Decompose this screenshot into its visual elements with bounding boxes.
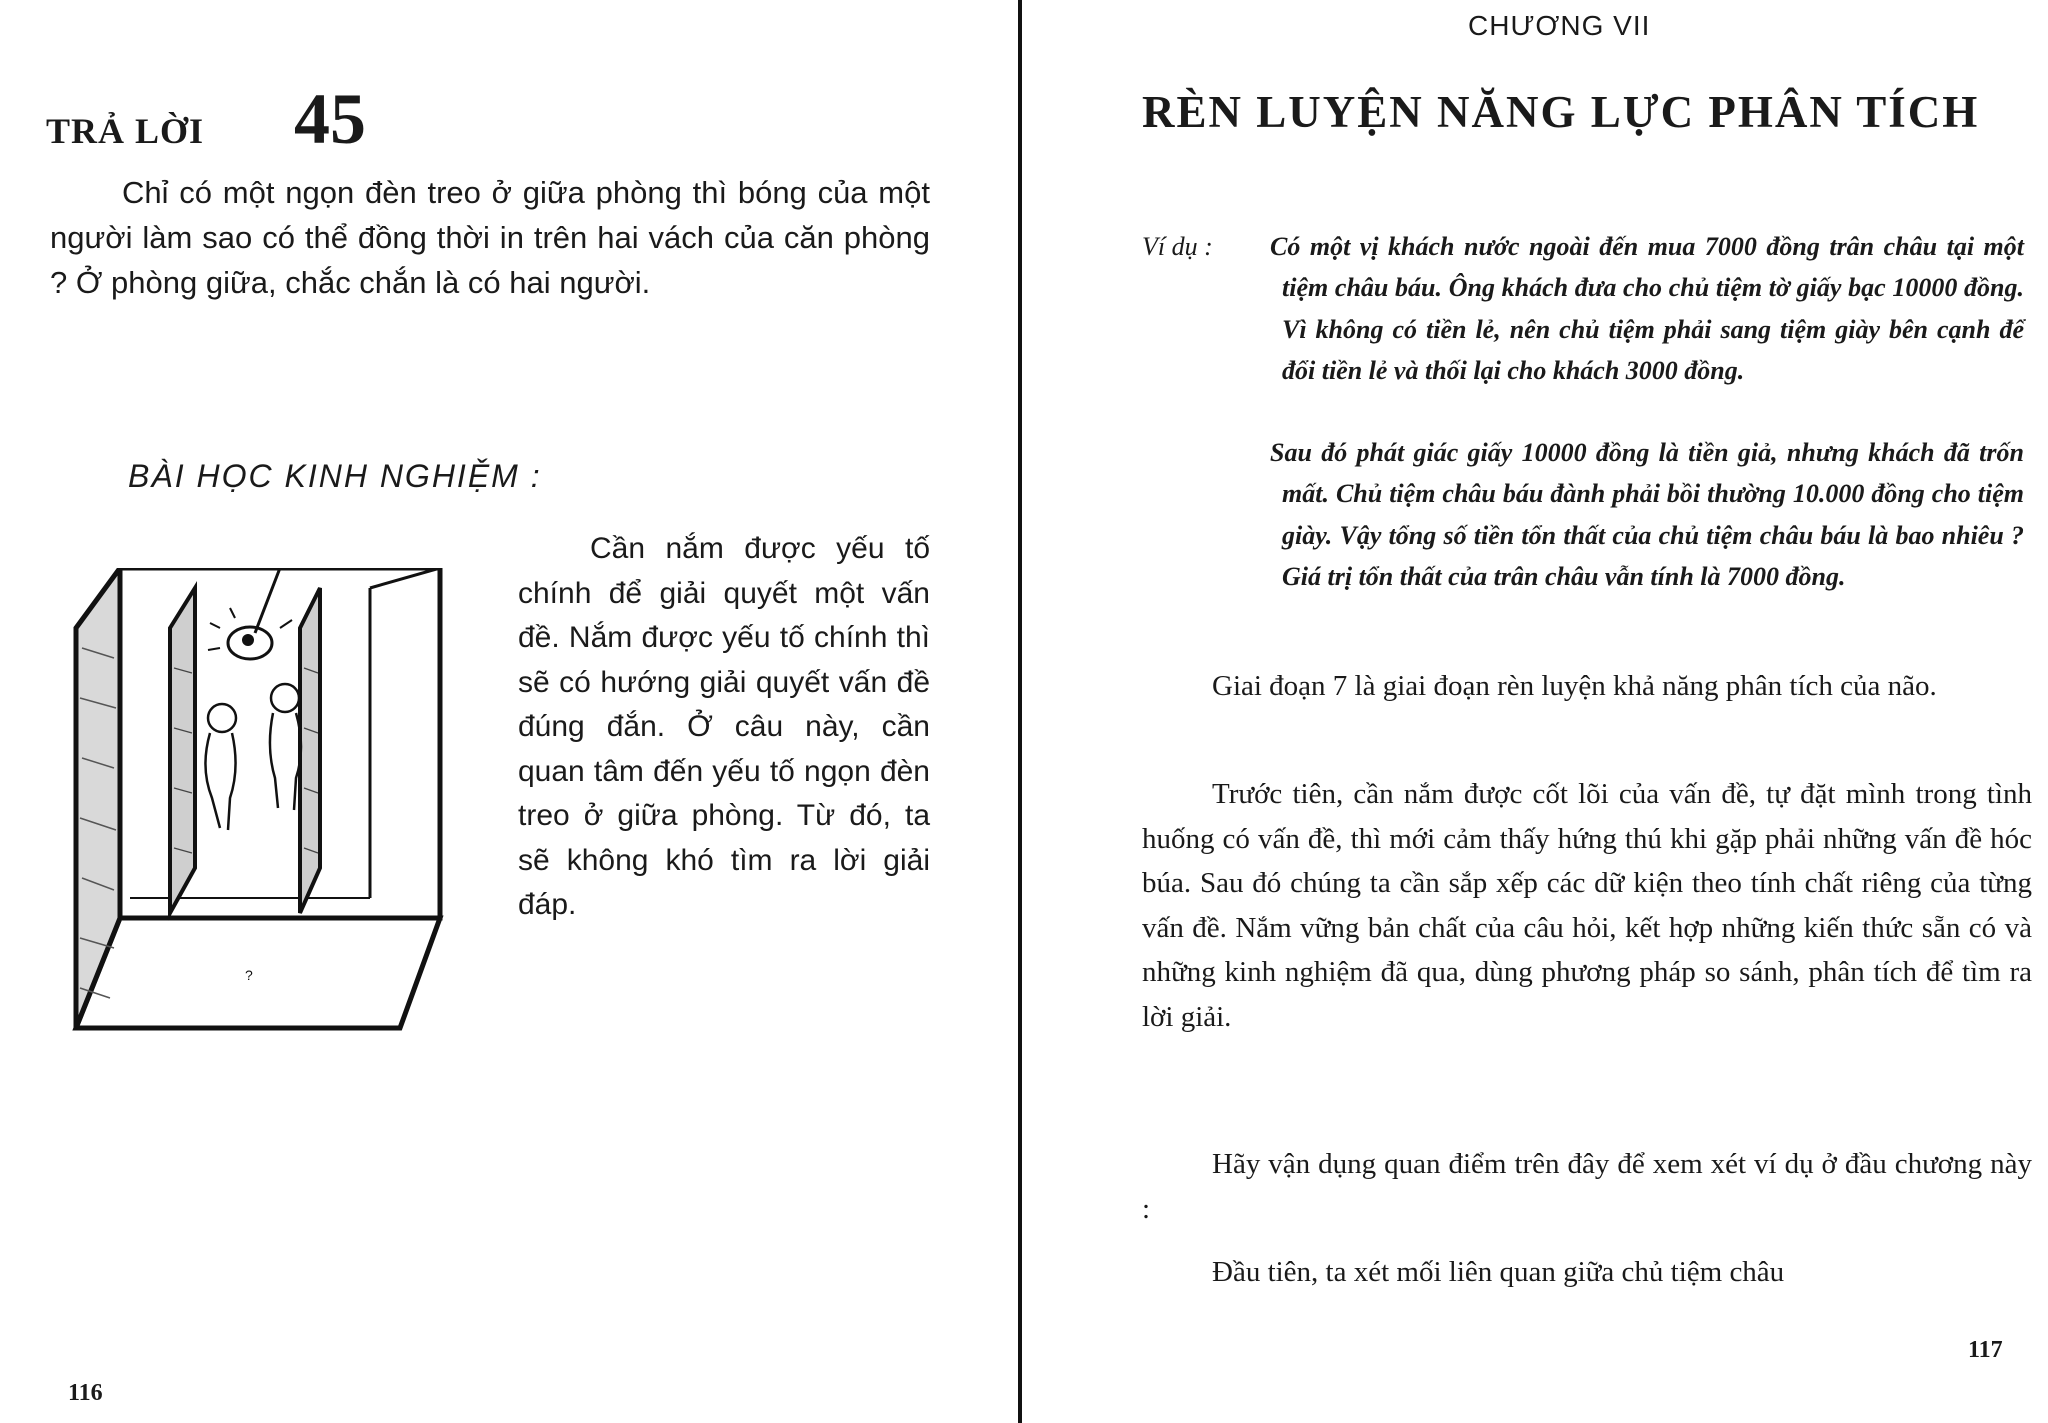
- body-paragraph-2: Trước tiên, cần nắm được cốt lõi của vấn đề, tự đặt mình trong tình huống có vấn đề, thì mới cảm thấy hứng thú khi gặp phải những vấn đề hóc búa. Sau đó chúng ta cần sắp xếp các dữ kiện theo tính chất riêng của từng vấn đề. Nắm vững bản chất của câu hỏi, kết hợp những kiến thức sẵn có và những kinh nghiệm đã qua, dùng phương pháp so sánh, phân tích để tìm ra lời giải.: [1142, 778, 2032, 1033]
- page-number-left: 116: [68, 1380, 103, 1406]
- right-page: [1024, 0, 2048, 1423]
- example-label: Ví dụ :: [1142, 232, 1213, 261]
- lesson-heading: BÀI HỌC KINH NGHIỆM :: [128, 458, 542, 494]
- answer-heading: [46, 78, 366, 161]
- body-paragraph-1: Giai đoạn 7 là giai đoạn rèn luyện khả năng phân tích của não.: [1212, 670, 1937, 702]
- room-lamp-illustration: [70, 568, 450, 1038]
- example-paragraph-1: Có một vị khách nước ngoài đến mua 7000 đồng trân châu tại một tiệm châu báu. Ông khách đưa cho chủ tiệm tờ giấy bạc 10000 đồng. Vì không có tiền lẻ, nên chủ tiệm phải sang tiệm giày bên cạnh để đổi tiền lẻ và thối lại cho khách 3000 đồng.: [1270, 232, 2024, 385]
- answer-paragraph: Chỉ có một ngọn đèn treo ở giữa phòng thì bóng của một người làm sao có thể đồng thời in trên hai vách của căn phòng ? Ở phòng giữa, chắc chắn là có hai người.: [50, 175, 930, 300]
- page-number-right: 117: [1968, 1337, 2003, 1363]
- example-paragraph-2: Sau đó phát giác giấy 10000 đồng là tiền giả, nhưng khách đã trốn mất. Chủ tiệm châu báu đành phải bồi thường 10.000 đồng cho tiệm giày. Vậy tổng số tiền tổn thất của chủ tiệm châu báu là bao nhiêu ? Giá trị tổn thất của trân châu vẫn tính là 7000 đồng.: [1270, 438, 2024, 591]
- chapter-title: RÈN LUYỆN NĂNG LỰC PHÂN TÍCH: [1142, 87, 1980, 137]
- svg-text:?: ?: [245, 967, 253, 983]
- answer-number: 45: [294, 79, 367, 159]
- lesson-paragraph: Cần nắm được yếu tố chính để giải quyết một vấn đề. Nắm được yếu tố chính thì sẽ có hướng giải quyết vấn đề đúng đắn. Ở câu này, cần quan tâm đến yếu tố ngọn đèn treo ở giữa phòng. Từ đó, ta sẽ không khó tìm ra lời giải đáp.: [518, 532, 930, 921]
- answer-label: TRẢ LỜI: [46, 111, 205, 151]
- body-paragraph-3: Hãy vận dụng quan điểm trên đây để xem xét ví dụ ở đầu chương này :: [1142, 1148, 2032, 1225]
- body-paragraph-4: Đầu tiên, ta xét mối liên quan giữa chủ tiệm châu: [1212, 1256, 1785, 1288]
- book-spine: [1018, 0, 1022, 1423]
- chapter-label: CHƯƠNG VII: [1468, 10, 1651, 41]
